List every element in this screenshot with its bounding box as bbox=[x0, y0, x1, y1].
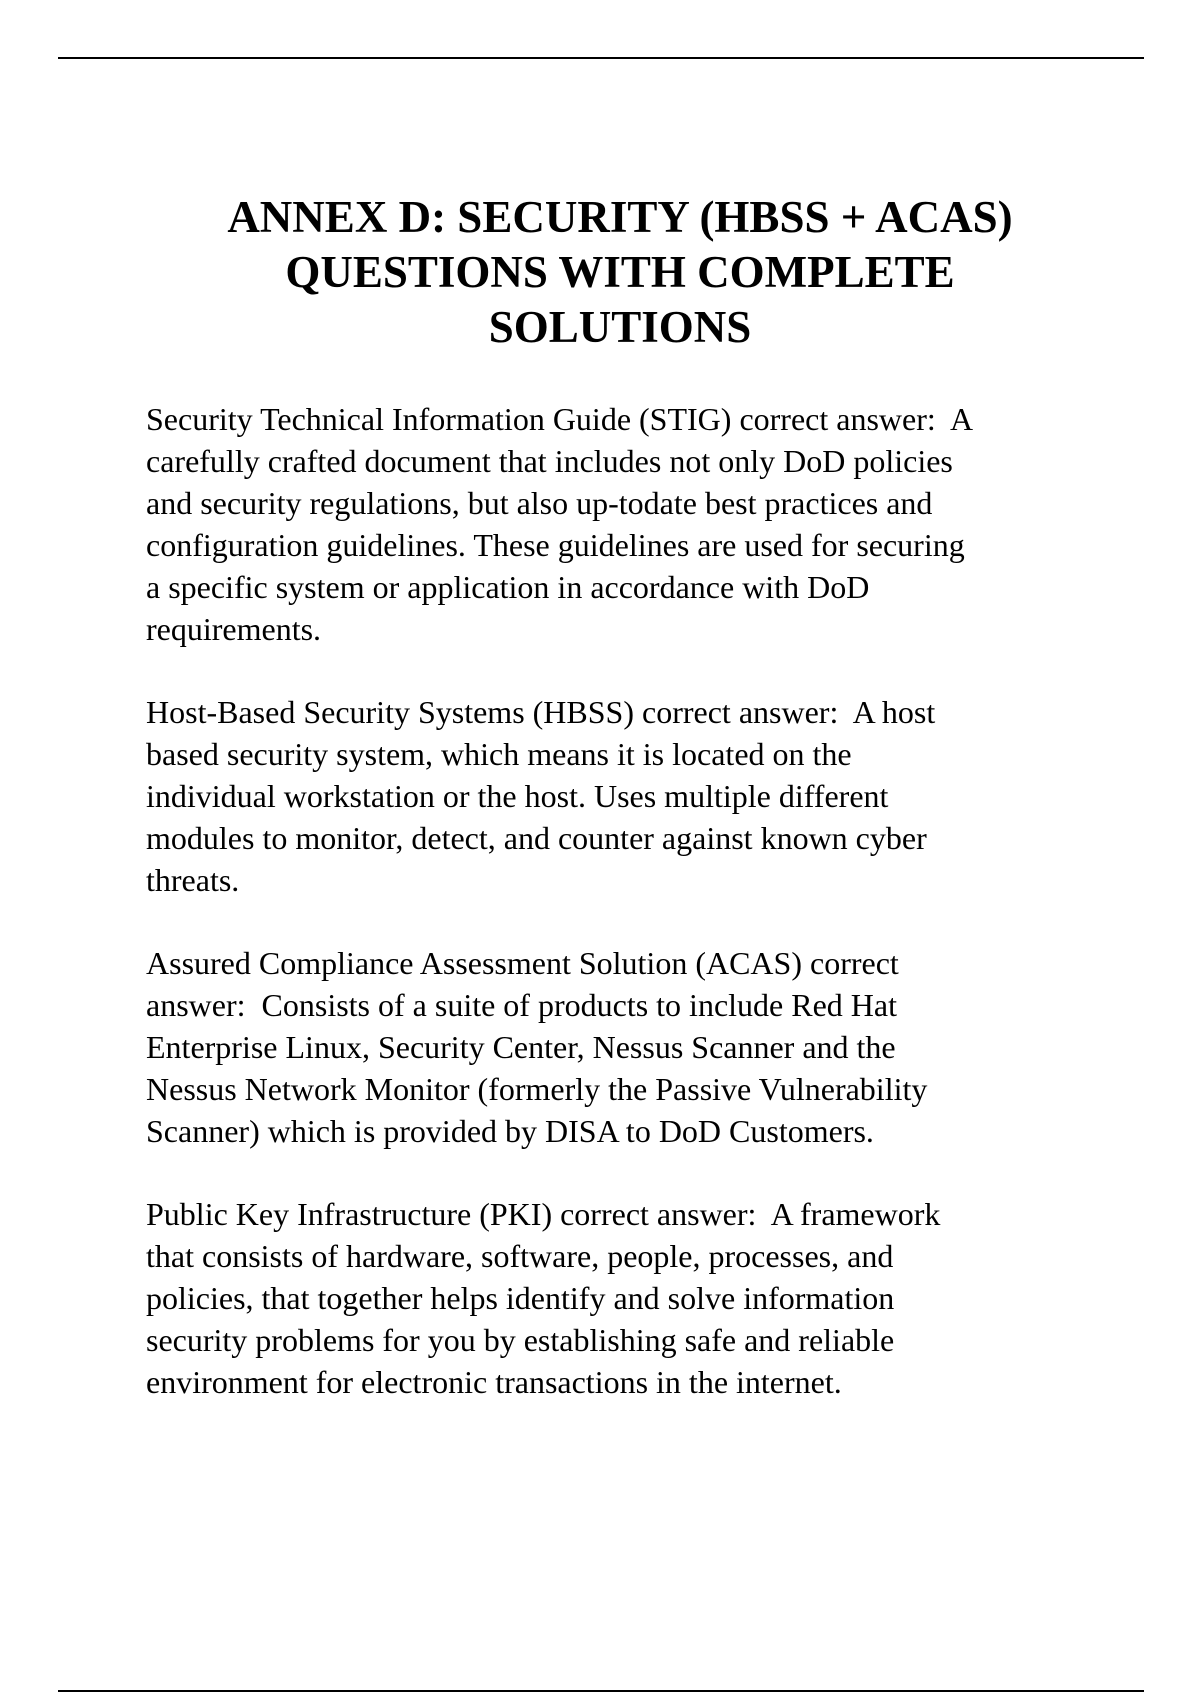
entry-line: Public Key Infrastructure (PKI) correct answer: A framework bbox=[146, 1196, 941, 1232]
title-line: SOLUTIONS bbox=[488, 302, 752, 352]
title-line: ANNEX D: SECURITY (HBSS + ACAS) bbox=[227, 192, 1013, 242]
entry-stig bbox=[146, 398, 1096, 650]
entry-line: policies, that together helps identify and solve information bbox=[146, 1280, 895, 1316]
entry-line: Security Technical Information Guide (STIG) correct answer: A bbox=[146, 401, 974, 437]
top-divider bbox=[58, 57, 1144, 59]
entry-line: requirements. bbox=[146, 611, 322, 647]
bottom-divider bbox=[58, 1690, 1144, 1692]
document-body bbox=[146, 398, 1096, 1444]
entry-line: that consists of hardware, software, people, processes, and bbox=[146, 1238, 894, 1274]
entry-line: carefully crafted document that includes not only DoD policies bbox=[146, 443, 953, 479]
entry-line: a specific system or application in accordance with DoD bbox=[146, 569, 870, 605]
entry-line: threats. bbox=[146, 862, 240, 898]
entry-line: configuration guidelines. These guidelines are used for securing bbox=[146, 527, 965, 563]
entry-line: answer: Consists of a suite of products to include Red Hat bbox=[146, 987, 897, 1023]
entry-line: Assured Compliance Assessment Solution (ACAS) correct bbox=[146, 945, 899, 981]
entry-line: based security system, which means it is located on the bbox=[146, 736, 852, 772]
entry-line: and security regulations, but also up-todate best practices and bbox=[146, 485, 933, 521]
entry-pki bbox=[146, 1193, 1096, 1403]
entry-line: Host-Based Security Systems (HBSS) correct answer: A host bbox=[146, 694, 936, 730]
entry-line: individual workstation or the host. Uses multiple different bbox=[146, 778, 889, 814]
entry-line: security problems for you by establishing safe and reliable bbox=[146, 1322, 895, 1358]
entry-line: Enterprise Linux, Security Center, Nessus Scanner and the bbox=[146, 1029, 896, 1065]
entry-hbss bbox=[146, 691, 1096, 901]
title-line: QUESTIONS WITH COMPLETE bbox=[285, 247, 955, 297]
entry-acas bbox=[146, 942, 1096, 1152]
entry-line: modules to monitor, detect, and counter against known cyber bbox=[146, 820, 927, 856]
page-title bbox=[120, 190, 1120, 355]
entry-line: environment for electronic transactions in the internet. bbox=[146, 1364, 842, 1400]
entry-line: Nessus Network Monitor (formerly the Passive Vulnerability bbox=[146, 1071, 928, 1107]
entry-line: Scanner) which is provided by DISA to DoD Customers. bbox=[146, 1113, 874, 1149]
